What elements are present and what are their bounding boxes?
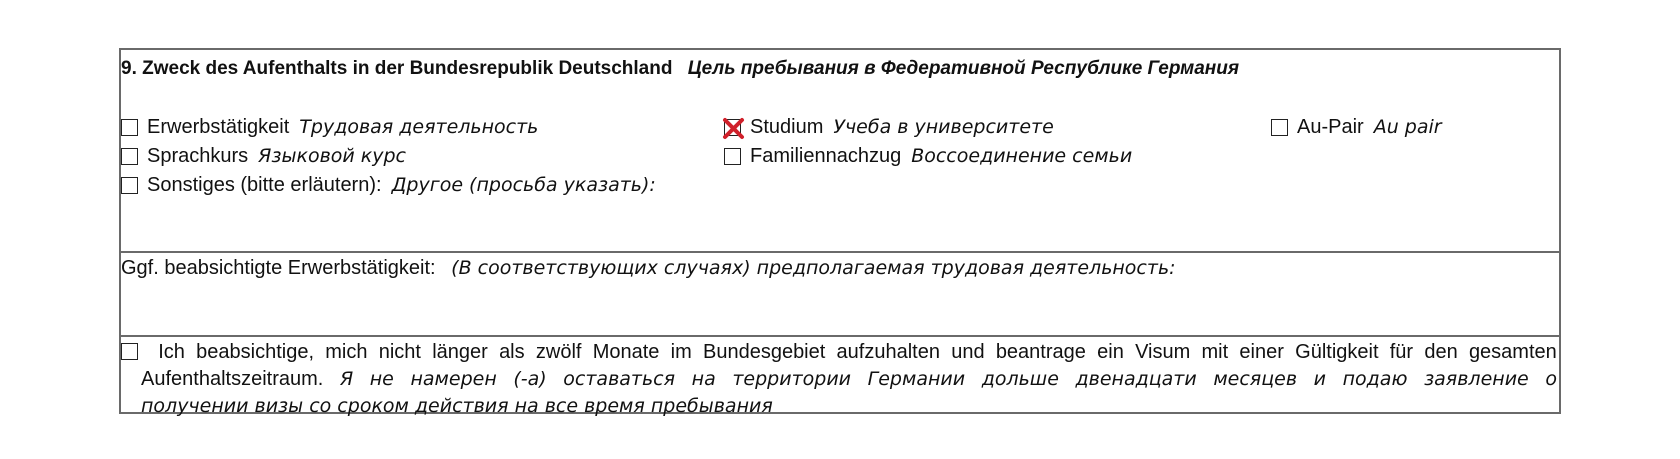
declaration-section — [121, 337, 1559, 417]
declaration-word-ru: оставаться — [563, 368, 676, 390]
intended-employment-field[interactable] — [121, 253, 1559, 337]
declaration-word-ru: не — [369, 368, 394, 390]
declaration-word: länger — [432, 341, 488, 363]
declaration-word-ru: двенадцати — [1075, 368, 1197, 390]
option-study[interactable] — [724, 114, 1054, 140]
declaration-word: den — [1424, 341, 1458, 363]
option-au-pair[interactable] — [1271, 114, 1442, 140]
option-language-course[interactable] — [121, 143, 406, 169]
declaration-word: Ich — [158, 341, 185, 363]
purpose-section — [121, 50, 1559, 253]
intended-employment-label — [121, 257, 1176, 280]
study-checkbox[interactable] — [724, 119, 741, 136]
option-label-de: Familiennachzug — [750, 144, 902, 167]
declaration-word: im — [670, 341, 692, 363]
declaration-word: und — [951, 341, 985, 363]
declaration-word-ru: о — [1545, 368, 1557, 390]
declaration-text — [121, 339, 1557, 420]
declaration-word: als — [499, 341, 525, 363]
option-label-ru: Другое (просьба указать): — [391, 174, 656, 196]
declaration-line-2-de: Aufenthaltszeitraum. — [141, 368, 324, 390]
option-label-ru: Языковой курс — [258, 145, 406, 167]
check-x-icon — [722, 117, 745, 140]
section-title-ru: Цель пребывания в Федеративной Республике Германия — [687, 58, 1240, 79]
option-label-ru: Au pair — [1373, 116, 1442, 138]
declaration-word: ein — [1097, 341, 1124, 363]
declaration-word: nicht — [378, 341, 421, 363]
option-family-reunion[interactable] — [724, 143, 1132, 169]
declaration-word-ru: (-а) — [513, 368, 547, 390]
declaration-word: beantrage — [995, 341, 1086, 363]
employment-label-de: Ggf. beabsichtigte Erwerbstätigkeit: — [121, 257, 436, 279]
option-label-ru: Учеба в университете — [833, 116, 1054, 138]
declaration-word-ru: Германии — [867, 368, 966, 390]
option-label-ru: Воссоединение семьи — [911, 145, 1133, 167]
declaration-word: einer — [1239, 341, 1284, 363]
declaration-line-3 — [121, 393, 1557, 420]
option-label-de: Sprachkurs — [147, 144, 249, 167]
declaration-word-ru: на — [691, 368, 716, 390]
declaration-word-ru: территории — [732, 368, 852, 390]
declaration-word-ru: намерен — [410, 368, 497, 390]
declaration-word-ru: месяцев — [1213, 368, 1298, 390]
section-title-de: 9. Zweck des Aufenthalts in der Bundesrepublik Deutschland — [121, 58, 673, 79]
option-employment[interactable] — [121, 114, 538, 140]
option-other[interactable] — [121, 172, 656, 198]
declaration-word-ru: заявление — [1424, 368, 1529, 390]
declaration-word: Gültigkeit — [1295, 341, 1379, 363]
declaration-word: gesamten — [1468, 341, 1557, 363]
declaration-word-ru: дольше — [981, 368, 1059, 390]
declaration-word: zwölf — [535, 341, 582, 363]
language-course-checkbox[interactable] — [121, 148, 138, 165]
declaration-word: Bundesgebiet — [702, 341, 826, 363]
declaration-word: mich — [325, 341, 368, 363]
option-label-de: Studium — [750, 115, 824, 138]
declaration-word-ru: и — [1313, 368, 1327, 390]
declaration-line-1 — [121, 339, 1557, 366]
option-label-de: Au-Pair — [1297, 115, 1364, 138]
option-label-de: Sonstiges (bitte erläutern): — [147, 173, 382, 196]
option-label-de: Erwerbstätigkeit — [147, 115, 290, 138]
declaration-word-ru: подаю — [1342, 368, 1408, 390]
declaration-line-2 — [121, 366, 1557, 393]
visa-form-box — [119, 48, 1561, 417]
declaration-line-3-ru: получении визы со сроком действия на все время пребывания — [141, 395, 773, 417]
declaration-word: aufzuhalten — [836, 341, 940, 363]
declaration-word: mit — [1201, 341, 1229, 363]
section-title — [121, 56, 1239, 82]
other-checkbox[interactable] — [121, 177, 138, 194]
declaration-word: Monate — [592, 341, 660, 363]
declaration-word: für — [1389, 341, 1414, 363]
option-label-ru: Трудовая деятельность — [299, 116, 539, 138]
au-pair-checkbox[interactable] — [1271, 119, 1288, 136]
declaration-word-ru: Я — [339, 368, 354, 390]
declaration-checkbox[interactable] — [121, 343, 138, 360]
family-reunion-checkbox[interactable] — [724, 148, 741, 165]
employment-checkbox[interactable] — [121, 119, 138, 136]
declaration-word: beabsichtige, — [196, 341, 315, 363]
employment-label-ru: (В соответствующих случаях) предполагаемая трудовая деятельность: — [451, 257, 1176, 279]
declaration-word: Visum — [1135, 341, 1191, 363]
